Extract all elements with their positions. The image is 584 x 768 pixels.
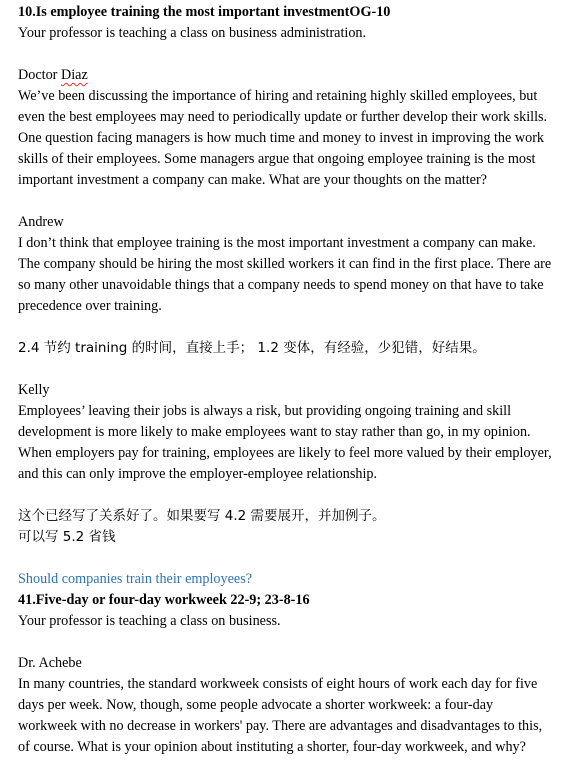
related-link[interactable]: Should companies train their employees? [18, 571, 253, 587]
professor-prompt-line: One question facing managers is how much time and money to invest in improving the work [18, 130, 545, 146]
student-kelly-line: When employers pay for training, employees are likely to feel more valued by their employer, [18, 445, 552, 461]
professor-title: Doctor [18, 67, 61, 83]
professor-achebe-line: days per week. Now, though, some people advocate a shorter workweek: a four-day [18, 697, 494, 713]
student-kelly-line: development is more likely to make employees want to stay rather than go, in my opinion. [18, 424, 531, 440]
question-41-title: 41.Five-day or four-day workweek 22-9; 23-8-16 [18, 592, 310, 608]
student-andrew-name: Andrew [18, 214, 64, 230]
professor-last-name: Diaz [60, 67, 88, 83]
professor-prompt [18, 86, 578, 191]
student-kelly-line: Employees’ leaving their jobs is always a risk, but providing ongoing training and skill [18, 403, 512, 419]
student-andrew-line: The company should be hiring the most skilled workers it can find in the first place. There are [18, 256, 552, 272]
question-41-context: Your professor is teaching a class on business. [18, 613, 281, 629]
professor-prompt-line: skills of their employees. Some managers argue that ongoing employee training is the most [18, 151, 536, 167]
blank-line [18, 317, 578, 338]
professor-prompt-line: even the best employees may need to periodically update or further develop their work skills. [18, 109, 548, 125]
blank-line [18, 632, 578, 653]
professor-achebe-prompt [18, 674, 578, 758]
professor-achebe-name: Dr. Achebe [18, 655, 82, 671]
professor-achebe-line: of course. What is your opinion about instituting a shorter, four-day workweek, and why? [18, 739, 526, 755]
student-andrew-line: so many other unavoidable things that a company needs to spend money on that have to take [18, 277, 544, 293]
student-andrew-line: precedence over training. [18, 298, 162, 314]
blank-line [18, 485, 578, 506]
student-andrew-response [18, 233, 578, 317]
professor-prompt-line: We’ve been discussing the importance of hiring and retaining highly skilled employees, but [18, 88, 538, 104]
blank-line [18, 44, 578, 65]
professor-prompt-line: important investment a company can make. What are your thoughts on the matter? [18, 172, 487, 188]
note-kelly-1: 这个已经写了关系好了。如果要写 4.2 需要展开，并加例子。 [18, 508, 386, 524]
student-andrew-line: I don’t think that employee training is the most important investment a company can make. [18, 235, 536, 251]
professor-achebe-line: In many countries, the standard workweek consists of eight hours of work each day for five [18, 676, 538, 692]
question-10-title: 10.Is employee training the most important investmentOG-10 [18, 4, 391, 20]
student-kelly-name: Kelly [18, 382, 50, 398]
note-andrew: 2.4 节约 training 的时间，直接上手； 1.2 变体，有经验，少犯错，好结果。 [18, 340, 486, 356]
blank-line [18, 191, 578, 212]
professor-name [18, 65, 578, 86]
question-10-context: Your professor is teaching a class on business administration. [18, 25, 367, 41]
professor-achebe-line: workweek with no decrease in workers' pay. There are advantages and disadvantages to this, [18, 718, 543, 734]
student-kelly-line: and this can only improve the employer-employee relationship. [18, 466, 378, 482]
note-kelly-2: 可以写 5.2 省钱 [18, 529, 116, 545]
blank-line [18, 548, 578, 569]
document-page [18, 2, 578, 758]
student-kelly-response [18, 401, 578, 485]
blank-line [18, 359, 578, 380]
